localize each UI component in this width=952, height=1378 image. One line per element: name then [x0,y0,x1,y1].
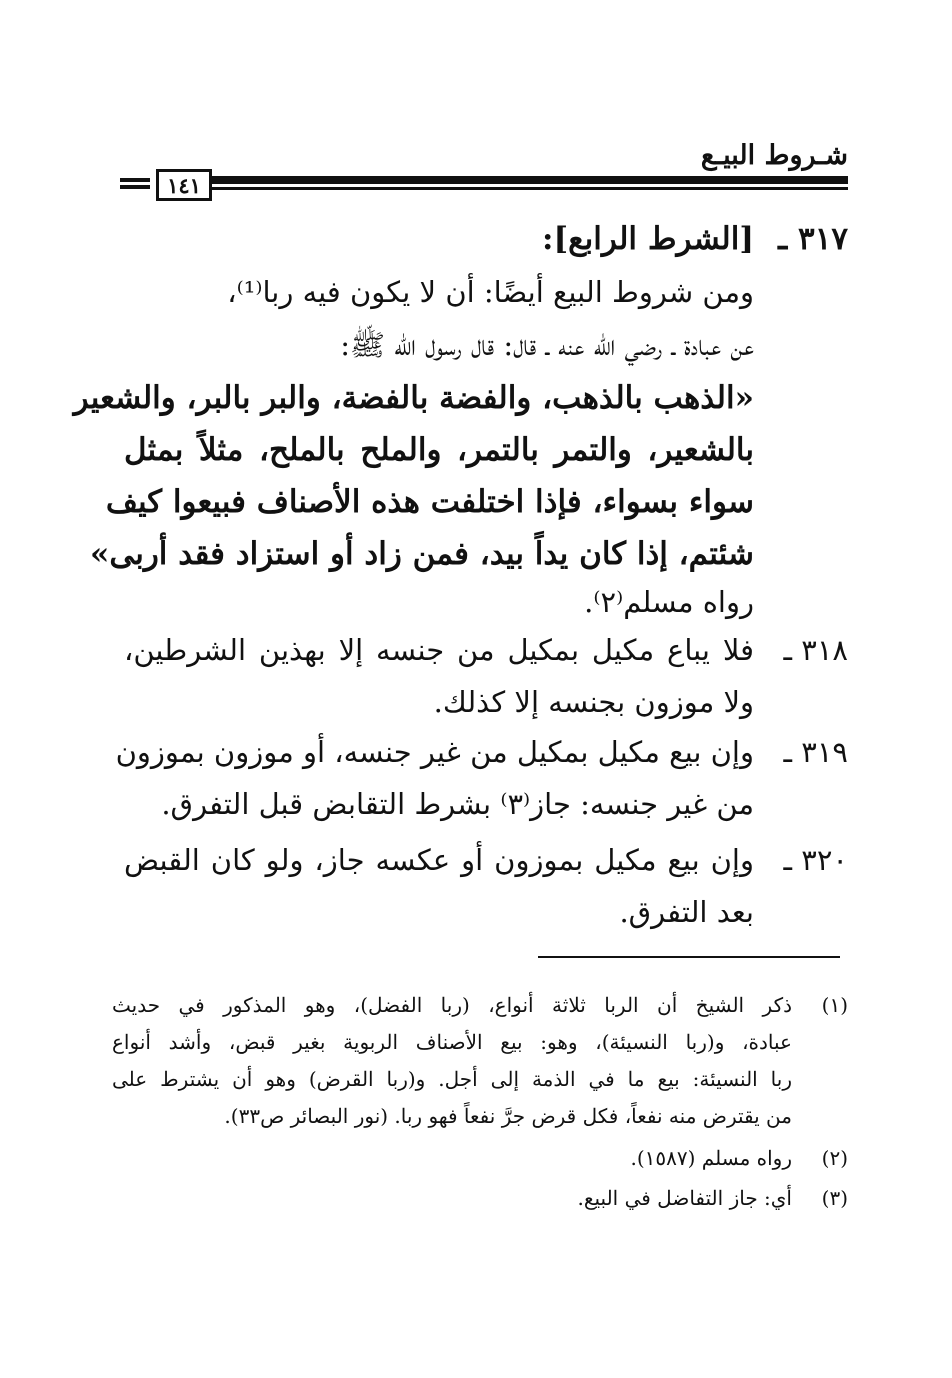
hadith-source: رواه مسلم⁽٢⁾. [584,585,754,619]
entry-number-318: ٣١٨ ـ [783,633,848,667]
footnote-number: (١) [821,993,848,1017]
header-rule-end [120,178,150,190]
header-rule-end-bar [120,178,150,182]
entry-319-line: من غير جنسه: جاز⁽٣⁾ بشرط التقابض قبل التفرق. [161,787,754,821]
hadith-text-line: «الذهب بالذهب، والفضة بالفضة، والبر بالبر، والشعير [73,380,754,416]
entry-320-line: بعد التفرق. [619,895,754,929]
footnote-separator [538,956,840,958]
footnote-line: رواه مسلم (١٥٨٧). [630,1146,792,1170]
footnote-number: (٢) [821,1146,848,1170]
hadith-text-line: سواء بسواء، فإذا اختلفت هذه الأصناف فبيعوا كيف [105,484,754,520]
footnote-line: عبادة، و(ربا النسيئة)، وهو: بيع الأصناف الربوية بغير قبض، وأشد أنواع [112,1030,792,1054]
entry-number-317: ٣١٧ ـ [778,221,848,257]
footnote-line: من يقترض منه نفعاً، فكل قرض جرَّ نفعاً فهو ربا. (نور البصائر ص٣٣). [224,1104,792,1128]
hadith-text-line: بالشعير، والتمر بالتمر، والملح بالملح، مثلاً بمثل [124,432,754,468]
entry-318-line: ولا موزون بجنسه إلا كذلك. [433,685,754,719]
entry-number-320: ٣٢٠ ـ [783,843,848,877]
entry-317-line: عن عبادة ـ رضي الله عنه ـ قال: قال رسول الله ﷺ: [340,328,754,362]
entry-317-line: ومن شروط البيع أيضًا: أن لا يكون فيه ربا⁽¹⁾، [227,275,754,309]
entry-317-heading: [الشرط الرابع]: [542,221,754,257]
header-rule-end-bar [120,185,150,189]
header-rule-thin [212,187,848,190]
page-number: ١٤١ [156,169,212,201]
footnote-line: ربا النسيئة: بيع ما في الذمة إلى أجل. و(ربا القرض) وهو أن يشترط على [112,1067,792,1091]
entry-320-line: وإن بيع مكيل بموزون أو عكسه جاز، ولو كان القبض [124,843,754,877]
running-title: شـروط البيـع [700,140,848,171]
entry-319-line: وإن بيع مكيل بمكيل من غير جنسه، أو موزون بموزون [115,735,754,769]
hadith-text-line: شئتم، إذا كان يداً بيد، فمن زاد أو استزاد فقد أربى» [90,536,754,572]
footnote-number: (٣) [821,1186,848,1210]
entry-318-line: فلا يباع مكيل بمكيل من جنسه إلا بهذين الشرطين، [124,633,754,667]
entry-number-319: ٣١٩ ـ [783,735,848,769]
footnote-line: أي: جاز التفاضل في البيع. [577,1186,792,1210]
header-rule-thick [212,176,848,184]
footnote-line: ذكر الشيخ أن الربا ثلاثة أنواع، (ربا الفضل)، وهو المذكور في حديث [112,993,792,1017]
header-rule [212,176,848,192]
